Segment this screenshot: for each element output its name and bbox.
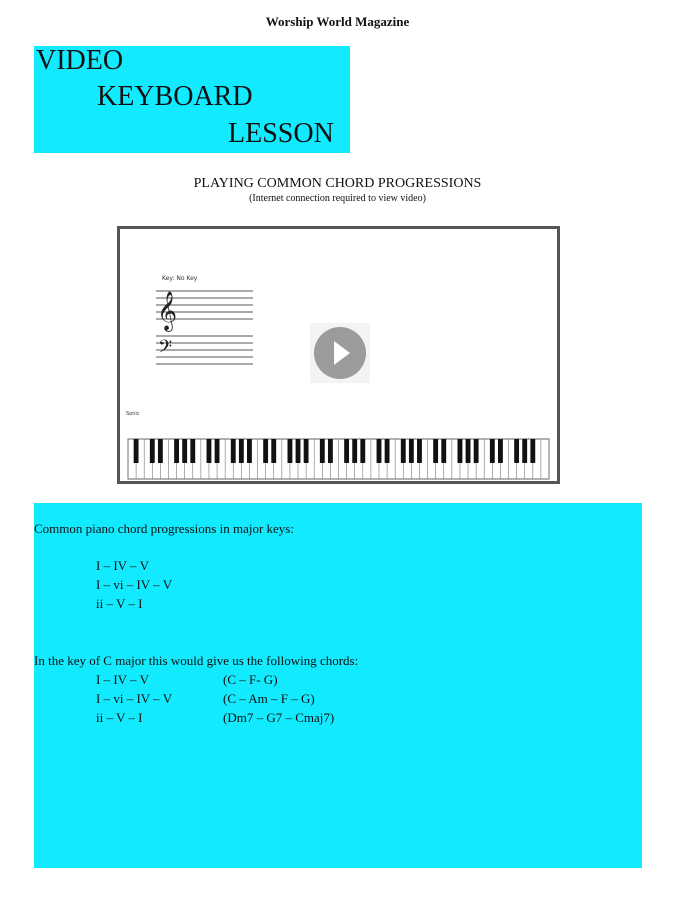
c-major-chords: (C – F- G) — [223, 672, 278, 687]
piano-keyboard-icon — [128, 439, 549, 479]
video-footer-label: Sonic — [126, 411, 140, 417]
c-major-numerals: ii – V – I — [96, 710, 143, 725]
play-icon — [334, 341, 350, 365]
c-major-chords: (Dm7 – G7 – Cmaj7) — [223, 710, 335, 725]
bass-clef-icon: 𝄢 — [158, 337, 173, 362]
treble-staff — [156, 291, 253, 332]
lesson-heading: PLAYING COMMON CHORD PROGRESSIONS — [193, 176, 482, 191]
lesson-title-banner — [34, 46, 350, 153]
title-line-lesson: LESSON — [228, 118, 334, 149]
c-major-chords: (C – Am – F – G) — [223, 691, 315, 706]
progression-item: I – vi – IV – V — [96, 577, 173, 592]
progressions-intro: Common piano chord progressions in major keys: — [34, 521, 294, 536]
magazine-name: Worship World Magazine — [265, 14, 410, 29]
bass-staff — [156, 336, 253, 364]
lesson-subheading: (Internet connection required to view video) — [249, 193, 426, 204]
video-player[interactable] — [117, 226, 560, 484]
chord-progressions-panel — [34, 503, 642, 868]
progression-item: ii – V – I — [96, 596, 143, 611]
c-major-intro: In the key of C major this would give us the following chords: — [34, 653, 359, 668]
title-line-video: VIDEO — [36, 45, 124, 76]
c-major-numerals: I – IV – V — [96, 672, 149, 687]
treble-clef-icon: 𝄞 — [157, 291, 178, 331]
title-line-keyboard: KEYBOARD — [97, 81, 253, 112]
staff-key-label: Key: No Key — [162, 275, 198, 282]
progression-item: I – IV – V — [96, 558, 149, 573]
c-major-numerals: I – vi – IV – V — [96, 691, 173, 706]
play-button[interactable] — [310, 323, 370, 383]
